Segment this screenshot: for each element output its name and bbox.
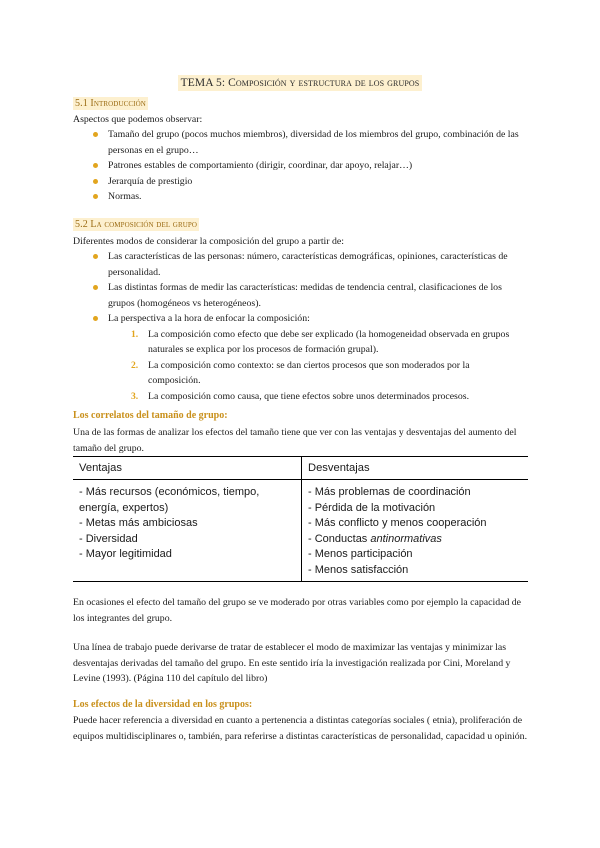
list-item: Tamaño del grupo (pocos muchos miembros), diversidad de los miembros del grupo, combinación de las personas en el grupo… [93, 127, 523, 158]
correlatos-intro: Una de las formas de analizar los efectos del tamaño tiene que ver con las ventajas y desventajas del aumento del tamaño del grupo. [73, 427, 517, 454]
section-heading-composicion: 5.2 La composición del grupo [75, 219, 198, 230]
disadvantages-cell: - Más problemas de coordinación - Pérdida de la motivación - Más conflicto y menos cooperación - Conductas antinormativas - Menos participación - Menos satisfacción [308, 486, 487, 576]
advantages-table [73, 456, 528, 582]
list-item: La perspectiva a la hora de enfocar la composición: 1. La composición como efecto que debe ser explicado (la homogeneidad observada en grupos naturales se explica por los procesos de formación grupal). 2. La composición como contexto: se dan ciertos procesos que son moderados por la composición. 3. La composición como causa, que tiene efectos sobre unos determinados procesos. [93, 311, 523, 404]
bullet-icon [93, 132, 98, 137]
list-item: Normas. [93, 189, 523, 205]
bullet-icon [93, 179, 98, 184]
bullet-icon [93, 163, 98, 168]
numbered-item: 3. La composición como causa, que tiene efectos sobre unos determinados procesos. [131, 390, 470, 402]
title-row [0, 73, 600, 91]
table-header-desventajas: Desventajas [302, 457, 529, 480]
intro-paragraph: Aspectos que podemos observar: [73, 114, 203, 125]
list-item: Jerarquía de prestigio [93, 174, 523, 190]
section-heading-introduccion: 5.1 Introducción [75, 98, 146, 109]
bullet-icon [93, 285, 98, 290]
table-header-ventajas: Ventajas [73, 457, 302, 480]
perspective-numbered-list [108, 327, 523, 405]
composition-intro: Diferentes modos de considerar la composición del grupo a partir de: [73, 236, 344, 247]
composition-bullet-list [93, 249, 523, 404]
list-item: Patrones estables de comportamiento (dirigir, coordinar, dar apoyo, relajar…) [93, 158, 523, 174]
table-row [73, 480, 528, 582]
subheading-correlatos: Los correlatos del tamaño de grupo: [73, 410, 228, 421]
diversity-paragraph: Puede hacer referencia a diversidad en cuanto a pertenencia a distintas categorías sociales ( etnia), proliferación de equipos multidisciplinares o, también, para referirse a distintas características de personalidad, capacidad u opinión. [73, 715, 528, 742]
moderation-paragraph: En ocasiones el efecto del tamaño del grupo se ve moderado por otras variables como por ejemplo la capacidad de los integrantes del grupo. [73, 597, 522, 624]
page-title: TEMA 5: Composición y estructura de los grupos [178, 75, 423, 91]
intro-bullet-list [93, 127, 523, 205]
numbered-item: 2. La composición como contexto: se dan ciertos procesos que son moderados por la composición. [131, 359, 470, 386]
advantages-cell: - Más recursos (económicos, tiempo, energía, expertos) - Metas más ambiciosas - Diversidad - Mayor legitimidad [73, 480, 302, 582]
bullet-icon [93, 194, 98, 199]
bullet-icon [93, 254, 98, 259]
subheading-diversidad: Los efectos de la diversidad en los grupos: [73, 699, 253, 710]
numbered-item: 1. La composición como efecto que debe ser explicado (la homogeneidad observada en grupos naturales se explica por los procesos de formación grupal). [131, 328, 510, 355]
bullet-icon [93, 316, 98, 321]
list-item: Las distintas formas de medir las características: medidas de tendencia central, clasificaciones de los grupos (homogéneos vs heterogéneos). [93, 280, 523, 311]
list-item: Las características de las personas: número, características demográficas, opiniones, características de personalidad. [93, 249, 523, 280]
research-paragraph: Una línea de trabajo puede derivarse de tratar de establecer el modo de maximizar las ventajas y minimizar las desventajas derivadas del tamaño del grupo. En este sentido iría la investigación realizada por Cini, Moreland y Levine (1993). (Página 110 del capítulo del libro) [73, 642, 511, 684]
italic-term: antinormativas [370, 532, 442, 545]
